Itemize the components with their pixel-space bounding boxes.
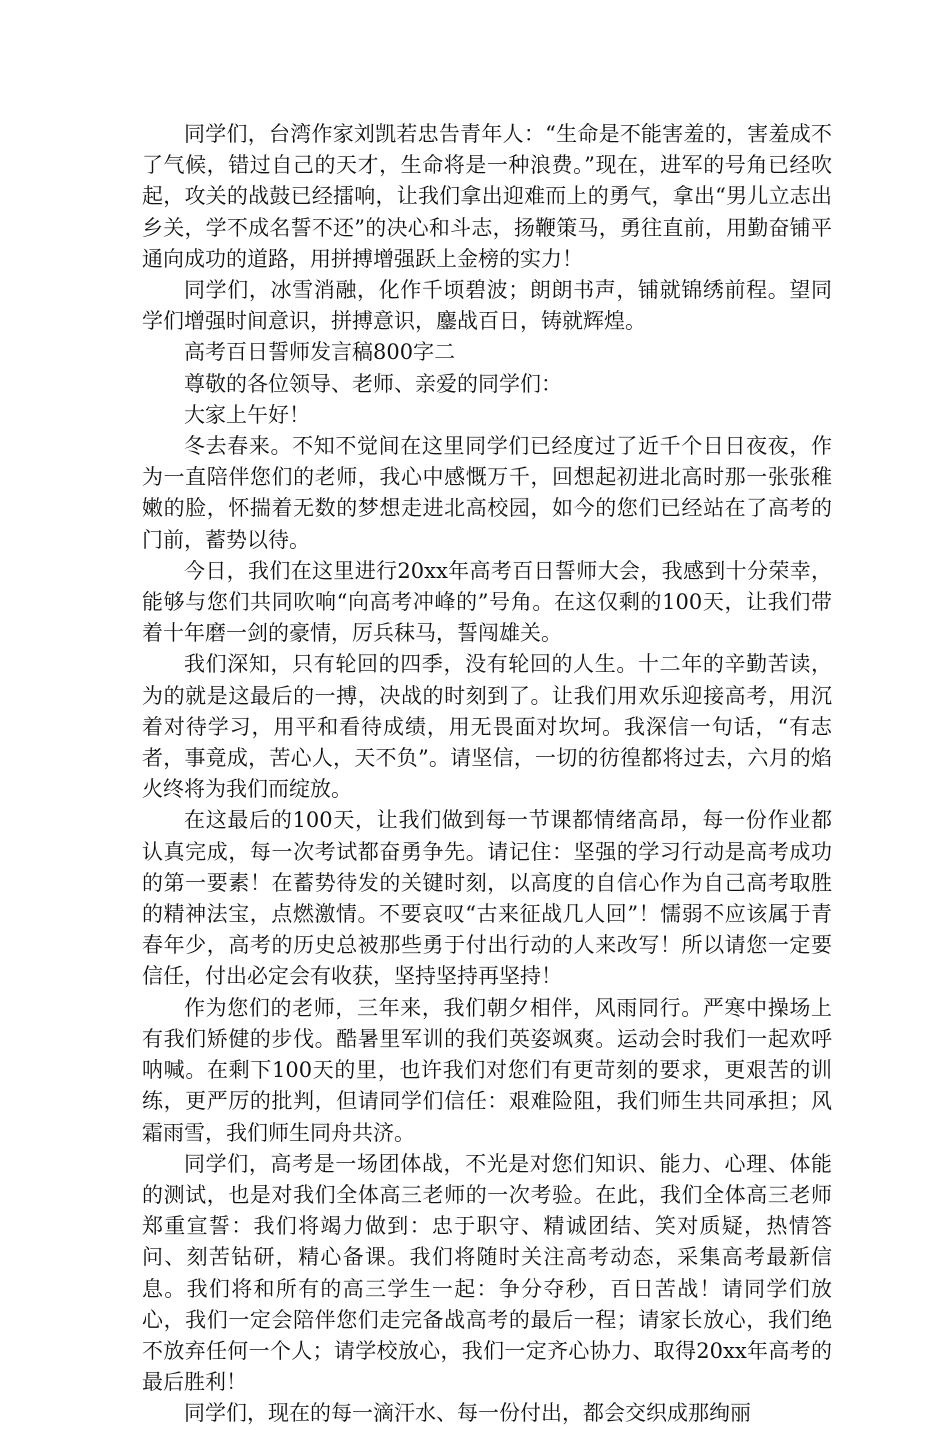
paragraph-12: 同学们，现在的每一滴汗水、每一份付出，都会交织成那绚丽 (184, 1401, 751, 1426)
document-body (142, 119, 832, 1430)
paragraph-9: 在这最后的100天，让我们做到每一节课都情绪高昂，每一份作业都认真完成，每一次考试都奋勇争先。请记住：坚强的学习行动是高考成功的第一要素！在蓄势待发的关键时刻，以高度的自信心作为自己高考取胜的精神法宝，点燃激情。不要哀叹“古来征战几人回”！懦弱不应该属于青春年少，高考的历史总被那些勇于付出行动的人来改写！所以请您一定要信任，付出必定会有收获，坚持坚持再坚持！ (142, 808, 832, 989)
paragraph-2: 同学们，冰雪消融，化作千顷碧波；朗朗书声，铺就锦绣前程。望同学们增强时间意识，拼搏意识，鏖战百日，铸就辉煌。 (142, 278, 832, 334)
paragraph-10: 作为您们的老师，三年来，我们朝夕相伴，风雨同行。严寒中操场上有我们矫健的步伐。酷暑里军训的我们英姿飒爽。运动会时我们一起欢呼呐喊。在剩下100天的里，也许我们对您们有更苛刻的要求，更艰苦的训练，更严厉的批判，但请同学们信任：艰难险阻，我们师生共同承担；风霜雨雪，我们师生同舟共济。 (142, 995, 832, 1145)
paragraph-11: 同学们，高考是一场团体战，不光是对您们知识、能力、心理、体能的测试，也是对我们全体高三老师的一次考验。在此，我们全体高三老师郑重宣誓：我们将竭力做到：忠于职守、精诚团结、笑对质疑，热情答问、刻苦钻研，精心备课。我们将随时关注高考动态，采集高考最新信息。我们将和所有的高三学生一起：争分夺秒，百日苦战！请同学们放心，我们一定会陪伴您们走完备战高考的最后一程；请家长放心，我们绝不放弃任何一个人；请学校放心，我们一定齐心协力、取得20xx年高考的最后胜利！ (142, 1151, 832, 1395)
paragraph-8: 我们深知，只有轮回的四季，没有轮回的人生。十二年的辛勤苦读，为的就是这最后的一搏，决战的时刻到了。让我们用欢乐迎接高考，用沉着对待学习，用平和看待成绩，用无畏面对坎坷。我深信一句话，“有志者，事竟成，苦心人，天不负”。请坚信，一切的彷徨都将过去，六月的焰火终将为我们而绽放。 (142, 652, 832, 802)
section-heading: 高考百日誓师发言稿800字二 (184, 340, 456, 365)
paragraph-1: 同学们，台湾作家刘凯若忠告青年人：“生命是不能害羞的，害羞成不了气候，错过自己的天才，生命将是一种浪费。”现在，进军的号角已经吹起，攻关的战鼓已经擂响，让我们拿出迎难而上的勇气，拿出“男儿立志出乡关，学不成名誓不还”的决心和斗志，扬鞭策马，勇往直前，用勤奋铺平通向成功的道路，用拼搏增强跃上金榜的实力！ (142, 122, 832, 271)
paragraph-7: 今日，我们在这里进行20xx年高考百日誓师大会，我感到十分荣幸，能够与您们共同吹响“向高考冲峰的”号角。在这仅剩的100天，让我们带着十年磨一剑的豪情，厉兵秣马，誓闯雄关。 (142, 558, 832, 646)
greeting: 大家上午好！ (184, 402, 310, 427)
paragraph-6: 冬去春来。不知不觉间在这里同学们已经度过了近千个日日夜夜，作为一直陪伴您们的老师，我心中感慨万千，回想起初进北高时那一张张稚嫩的脸，怀揣着无数的梦想走进北高校园，如今的您们已经站在了高考的门前，蓄势以待。 (142, 434, 832, 552)
salutation: 尊敬的各位领导、老师、亲爱的同学们： (184, 371, 562, 396)
